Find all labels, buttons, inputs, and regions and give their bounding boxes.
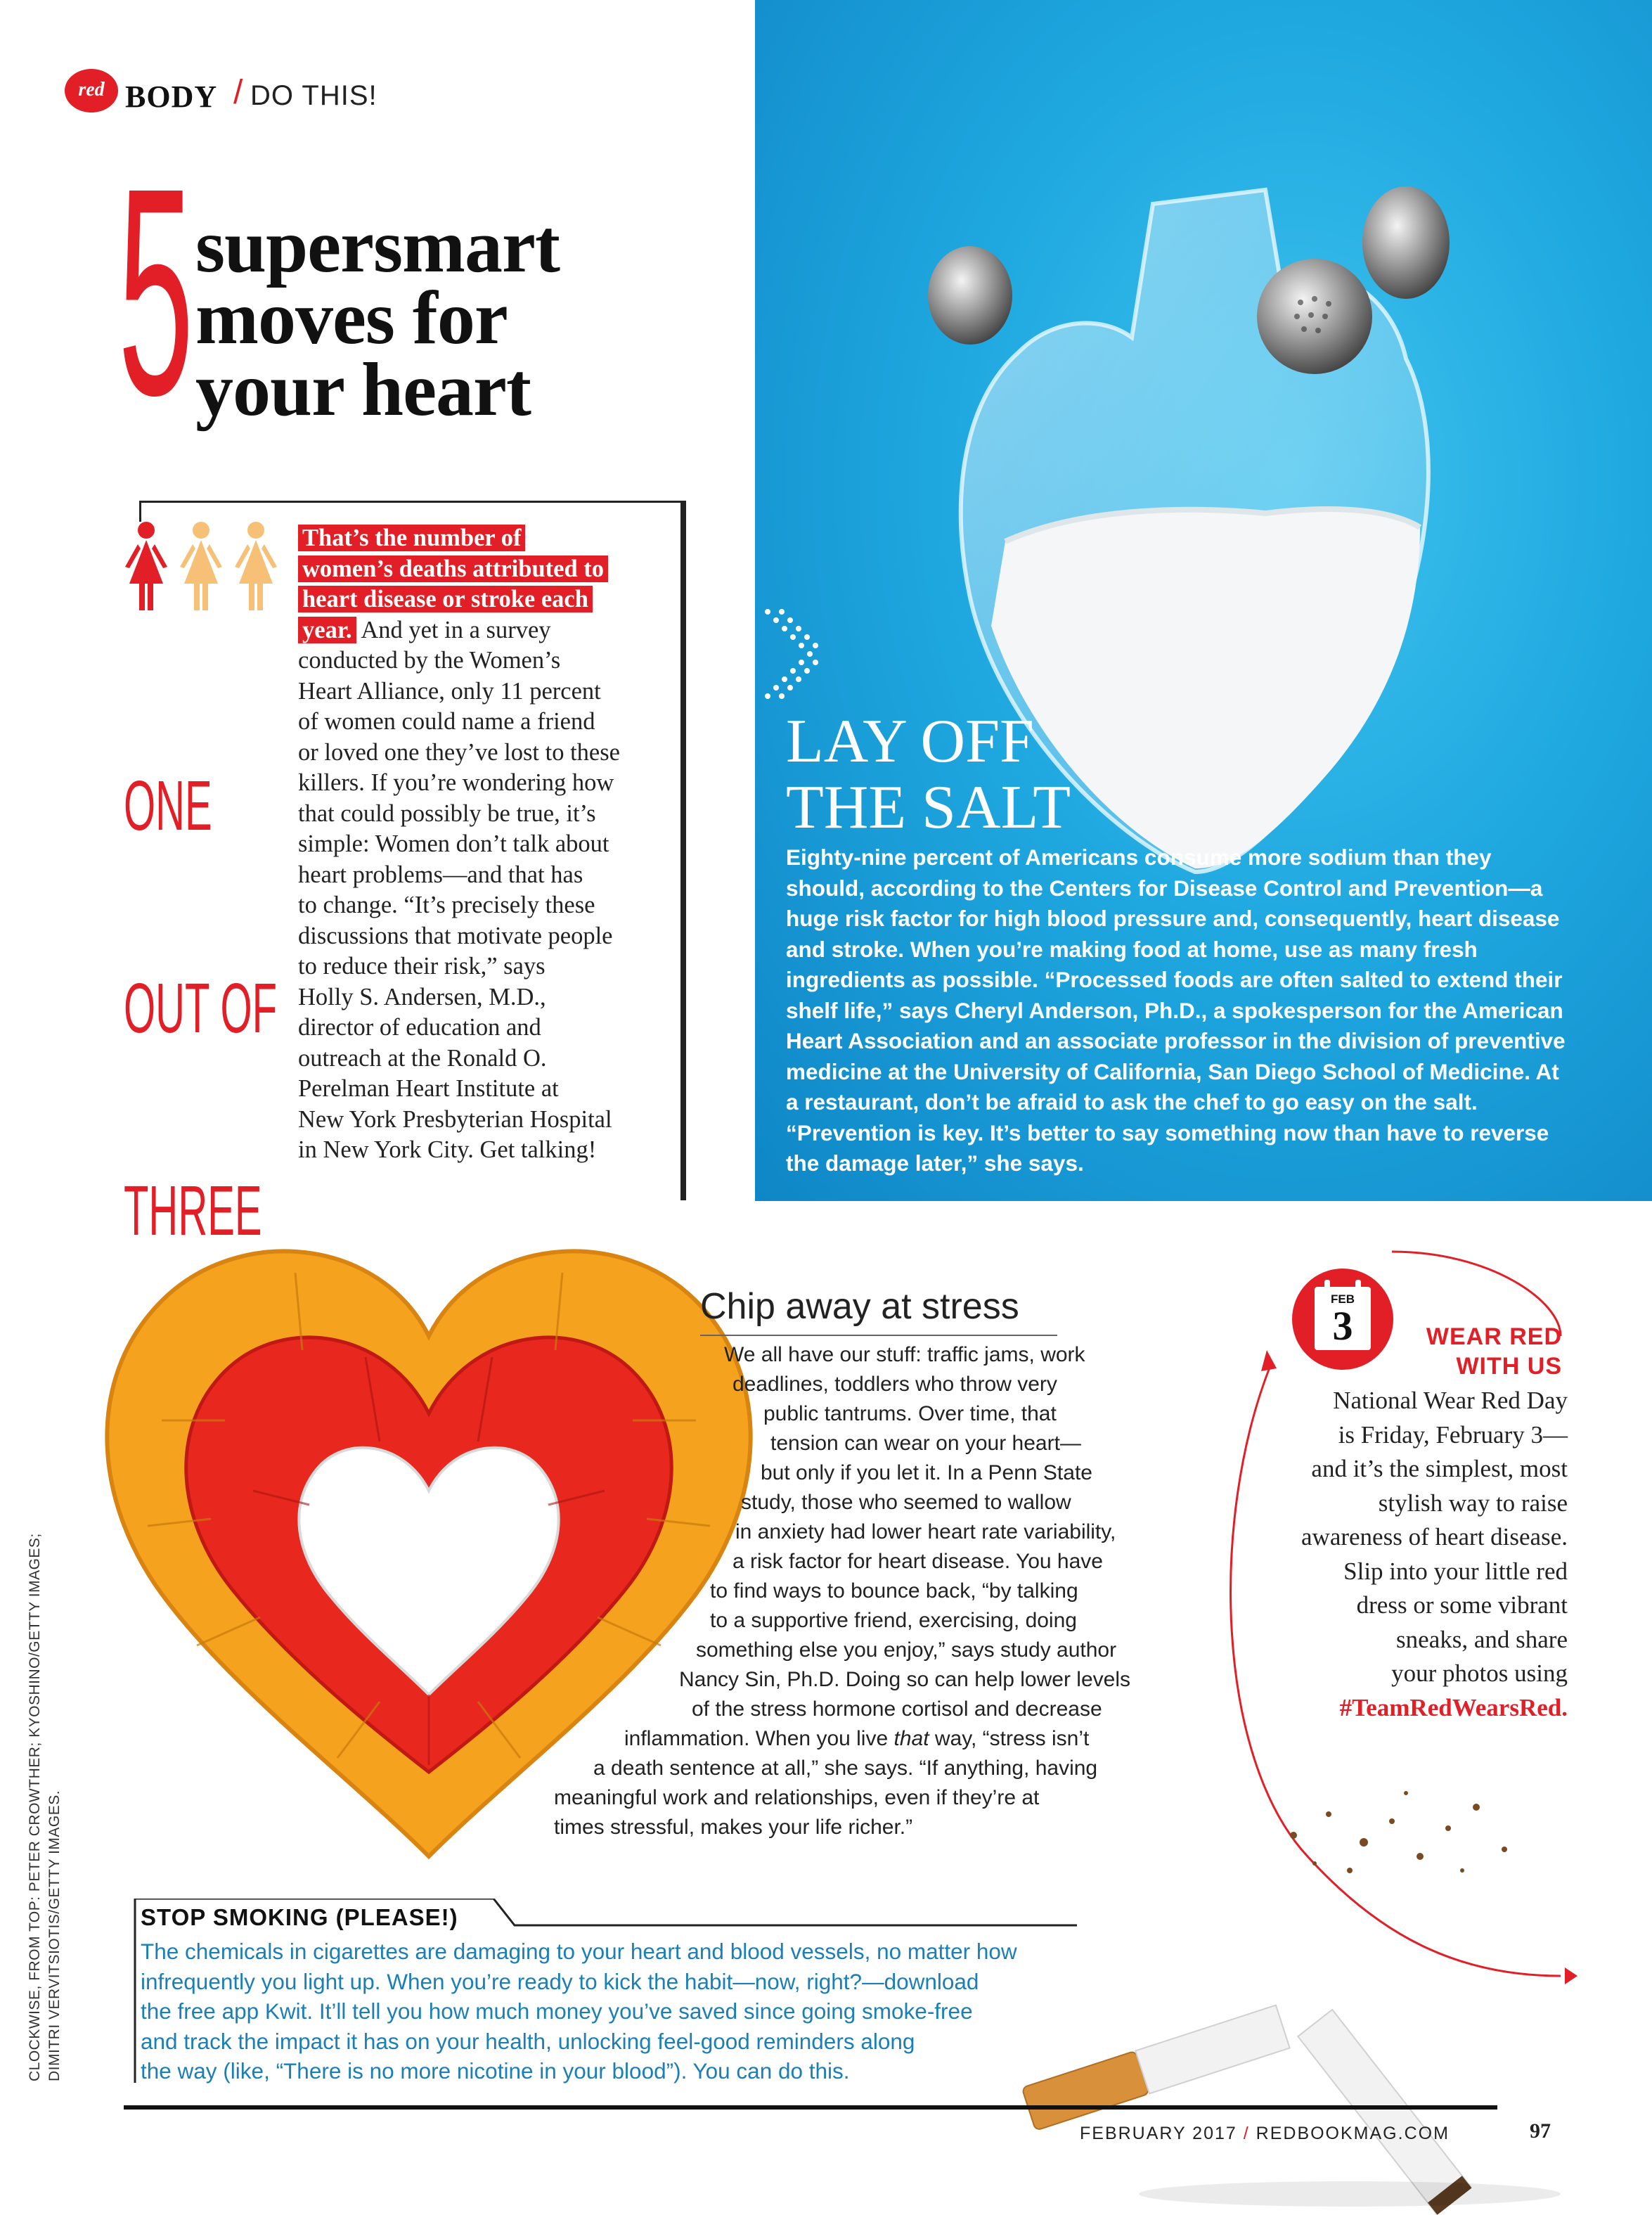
- stat-line: Perelman Heart Institute at: [298, 1075, 559, 1102]
- stress-line: deadlines, toddlers who throw very: [733, 1373, 1057, 1396]
- stress-title-rule: [700, 1335, 1057, 1336]
- site-name: REDBOOKMAG.COM: [1256, 2124, 1450, 2143]
- stat-big-line: THREE: [124, 1171, 262, 1250]
- woman-figure-icon: [120, 520, 288, 612]
- stat-line: Holly S. Andersen, M.D.,: [298, 983, 546, 1010]
- broken-cigarette-image: [998, 1779, 1575, 2215]
- headline: [195, 205, 560, 432]
- stat-line: to change. “It’s precisely these: [298, 892, 595, 918]
- headline-line: your heart: [195, 348, 531, 432]
- stress-line: a death sentence at all,” she says. “If anything, having: [593, 1757, 1098, 1780]
- stress-section-body: [548, 1340, 1195, 1842]
- footer-issue: [1080, 2124, 1450, 2144]
- wear-red-line: stylish way to raise: [1378, 1489, 1568, 1517]
- footer-divider: /: [1243, 2124, 1250, 2143]
- wear-red-line: awareness of heart disease.: [1301, 1523, 1568, 1551]
- wear-red-line: your photos using: [1391, 1659, 1568, 1687]
- salt-section-title: [786, 709, 1071, 841]
- wear-red-body: [1251, 1384, 1568, 1725]
- stat-line: killers. If you’re wondering how: [298, 769, 614, 796]
- wear-red-title-line: WEAR RED: [1426, 1323, 1562, 1350]
- wear-red-line: is Friday, February 3—: [1338, 1420, 1568, 1449]
- section-divider: /: [233, 74, 243, 111]
- stress-line-emphasis: that: [893, 1727, 929, 1750]
- stress-line: meaningful work and relationships, even if they’re at: [554, 1786, 1040, 1809]
- chevron-dots-icon: [761, 605, 824, 703]
- subsection-label: DO THIS!: [250, 80, 377, 111]
- wear-red-line: Slip into your little red: [1343, 1557, 1568, 1585]
- stress-line: times stressful, makes your life richer.”: [554, 1816, 913, 1839]
- stress-line: study, those who seemed to wallow: [741, 1491, 1071, 1514]
- section-label: BODY: [125, 79, 218, 114]
- stress-line: in anxiety had lower heart rate variability,: [735, 1520, 1116, 1543]
- smoking-line: The chemicals in cigarettes are damaging to your heart and blood vessels, no matter how: [141, 1939, 1017, 1964]
- stress-line: something else you enjoy,” says study author: [696, 1638, 1117, 1662]
- salt-title-line: THE SALT: [786, 773, 1071, 842]
- calendar-day: 3: [1332, 1303, 1353, 1349]
- wear-red-title: [1399, 1322, 1562, 1381]
- wear-red-line: and it’s the simplest, most: [1311, 1455, 1568, 1482]
- stat-line: of women could name a friend: [298, 708, 595, 735]
- stress-line: public tantrums. Over time, that: [763, 1402, 1057, 1425]
- page-number: 97: [1530, 2119, 1551, 2143]
- smoking-line: infrequently you light up. When you’re ready to kick the habit—now, right?—download: [141, 1968, 979, 1994]
- stat-line: director of education and: [298, 1014, 541, 1041]
- stress-line-part: way, “stress isn’t: [929, 1727, 1090, 1750]
- stat-line: conducted by the Women’s: [298, 647, 561, 674]
- wear-red-title-line: WITH US: [1456, 1353, 1562, 1380]
- stat-line: New York Presbyterian Hospital: [298, 1105, 612, 1133]
- stat-line: heart problems—and that has: [298, 861, 583, 888]
- stress-line: to find ways to bounce back, “by talking: [710, 1579, 1078, 1603]
- highlight-line: women’s deaths attributed to: [298, 556, 608, 582]
- stat-bracket-tick: [139, 501, 141, 522]
- stat-line: And yet in a survey: [356, 616, 551, 643]
- stress-line: [624, 1724, 1195, 1754]
- stress-line: but only if you let it. In a Penn State: [761, 1461, 1092, 1484]
- stat-line: outreach at the Ronald O.: [298, 1044, 547, 1072]
- photo-credit: [25, 1505, 65, 2081]
- smoking-section-title: STOP SMOKING (PLEASE!): [141, 1904, 458, 1930]
- issue-date: FEBRUARY 2017: [1080, 2124, 1237, 2143]
- wear-red-line: dress or some vibrant: [1356, 1591, 1568, 1619]
- stat-line: or loved one they’ve lost to these: [298, 738, 620, 766]
- stress-line: Nancy Sin, Ph.D. Doing so can help lower levels: [679, 1668, 1130, 1691]
- highlight-line: year.: [298, 617, 356, 643]
- stat-line: Heart Alliance, only 11 percent: [298, 677, 601, 705]
- stress-line: We all have our stuff: traffic jams, work: [724, 1343, 1085, 1366]
- wear-red-line: sneaks, and share: [1396, 1625, 1568, 1653]
- headline-line: moves for: [195, 276, 508, 360]
- stat-big-line: ONE: [124, 766, 212, 845]
- stress-section-title: Chip away at stress: [700, 1286, 1019, 1327]
- stress-line: to a supportive friend, exercising, doing: [710, 1609, 1077, 1632]
- salt-section-body: Eighty-nine percent of Americans consume more sodium than they should, according to the Centers for Disease Control and Prevention—a huge risk factor for high blood pressure and, consequently, heart disease and stroke. When you’re making food at home, use as many fresh ingredients as possible. “Processed foods are often salted to extend their shelf life,” says Cheryl Anderson, Ph.D., a spokesperson for the American Heart Association and an associate professor in the division of preventive medicine at the University of California, San Diego School of Medicine. At a restaurant, don’t be afraid to ask the chef to go easy on the salt. “Prevention is key. It’s better to say something now than have to reverse the damage later,” she says.: [786, 845, 1566, 1176]
- headline-number: 5: [118, 127, 194, 457]
- stat-line: simple: Women don’t talk about: [298, 830, 609, 857]
- brand-logo: red: [65, 69, 118, 113]
- stress-line: a risk factor for heart disease. You have: [733, 1550, 1103, 1573]
- smoking-section-body: [141, 1937, 1139, 2086]
- hashtag: #TeamRedWearsRed.: [1339, 1693, 1568, 1721]
- stat-big-line: OUT OF: [124, 969, 278, 1048]
- footer-rule: [124, 2105, 1497, 2110]
- smoking-line: and track the impact it has on your health, unlocking feel-good reminders along: [141, 2028, 915, 2054]
- smoking-line: the way (like, “There is no more nicotine in your blood”). You can do this.: [141, 2058, 850, 2084]
- stress-line: of the stress hormone cortisol and decrease: [692, 1697, 1102, 1721]
- stat-line: discussions that motivate people: [298, 922, 613, 949]
- salt-title-line: LAY OFF: [786, 707, 1034, 776]
- stat-line: in New York City. Get talking!: [298, 1136, 597, 1163]
- highlight-line: heart disease or stroke each: [298, 586, 593, 612]
- stat-paragraph: [298, 523, 671, 1166]
- stat-line: to reduce their risk,” says: [298, 953, 546, 980]
- stat-line: that could possibly be true, it’s: [298, 800, 596, 827]
- credit-line: CLOCKWISE, FROM TOP: PETER CROWTHER; KYOSHINO/GETTY IMAGES;: [27, 1533, 43, 2081]
- highlight-line: That’s the number of: [298, 525, 525, 551]
- wear-red-line: National Wear Red Day: [1333, 1387, 1568, 1414]
- stress-line-part: inflammation. When you live: [624, 1727, 894, 1750]
- smoking-line: the free app Kwit. It’ll tell you how much money you’ve saved since going smoke-free: [141, 1998, 973, 2024]
- headline-line: supersmart: [195, 205, 560, 288]
- stress-line: tension can wear on your heart—: [770, 1432, 1081, 1455]
- credit-line: DIMITRI VERVITSIOTIS/GETTY IMAGES.: [46, 1790, 63, 2081]
- calendar-month: FEB: [1331, 1292, 1355, 1306]
